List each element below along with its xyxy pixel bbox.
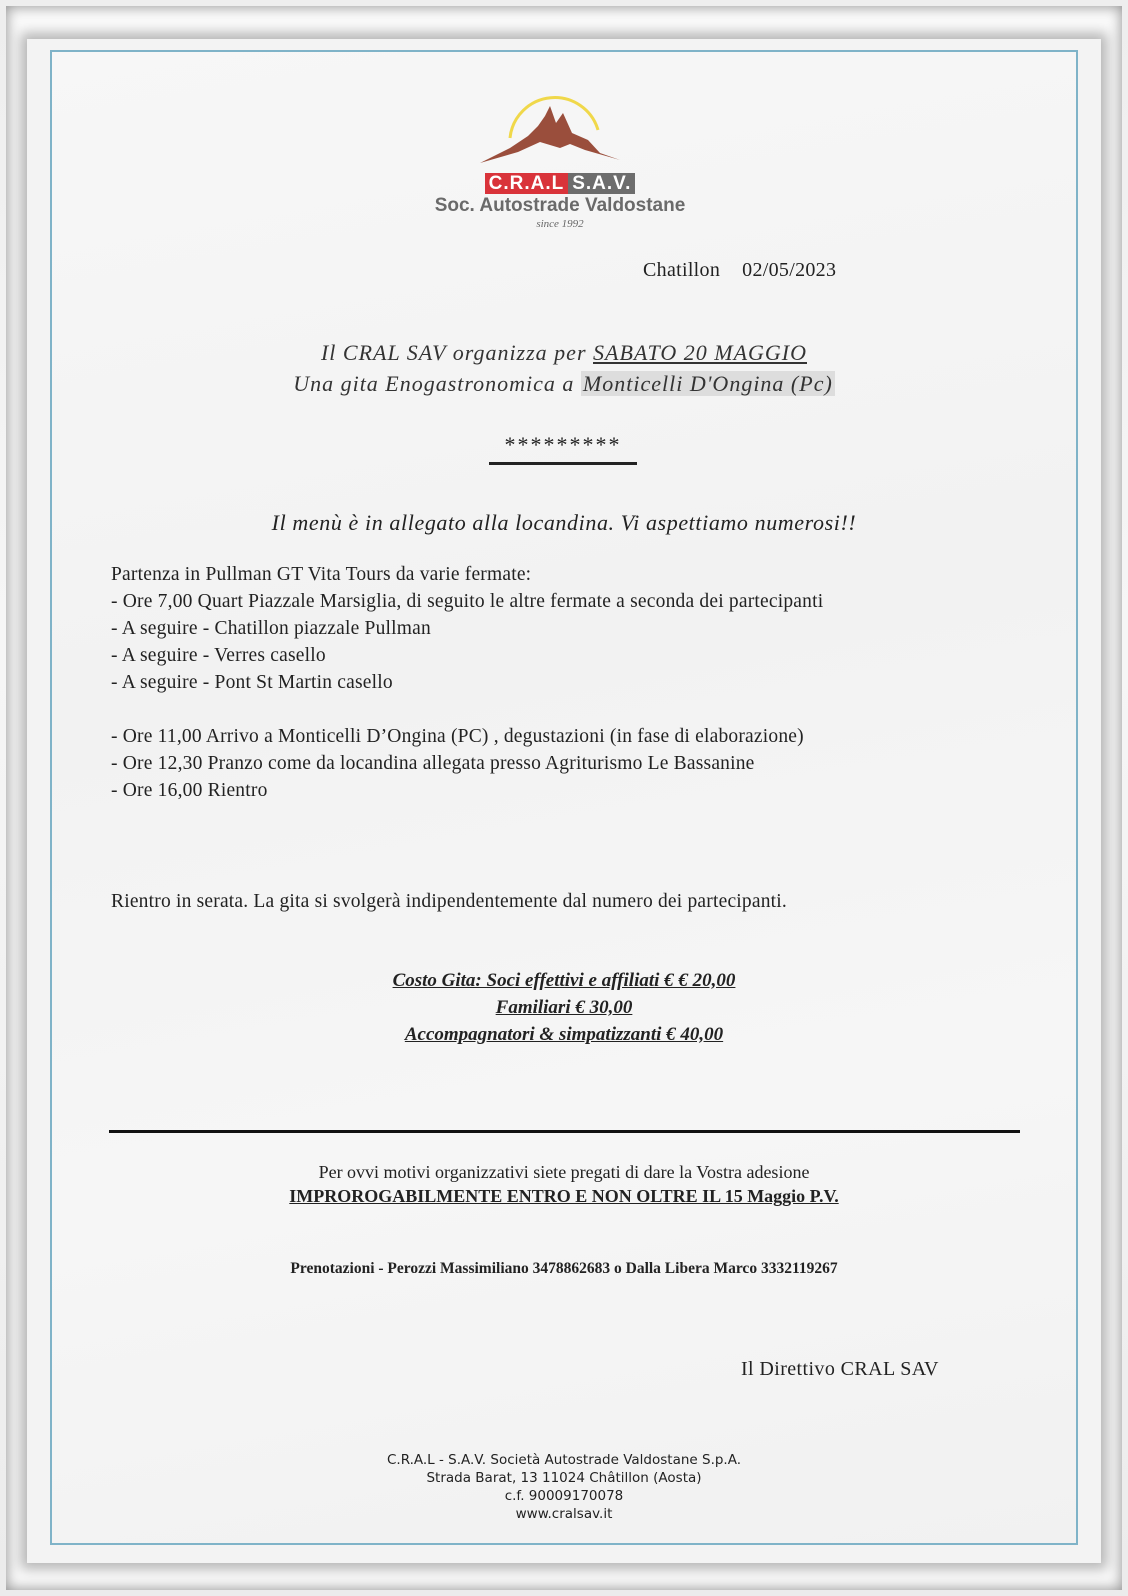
headline-prefix: Il CRAL SAV organizza per — [320, 340, 594, 365]
divider-rule — [109, 1130, 1020, 1133]
schedule-block — [111, 723, 804, 804]
footer-tax-code: c.f. 90009170078 — [504, 1488, 624, 1504]
stop-item: - Ore 7,00 Quart Piazzale Marsiglia, di seguito le altre fermate a seconda dei partecipanti — [111, 591, 824, 612]
schedule-item: - Ore 11,00 Arrivo a Monticelli D’Ongina (PC) , degustazioni (in fase di elaborazione) — [111, 726, 804, 747]
stop-item: - A seguire - Pont St Martin casello — [111, 672, 393, 693]
footer-company: C.R.A.L - S.A.V. Società Autostrade Valdostane S.p.A. — [386, 1452, 742, 1468]
adhesion-deadline: IMPROROGABILMENTE ENTRO E NON OLTRE IL 15 Maggio P.V. — [289, 1186, 839, 1206]
bookings-contacts: Prenotazioni - Perozzi Massimiliano 3478862683 o Dalla Libera Marco 3332119267 — [290, 1260, 838, 1277]
event-date: SABATO 20 MAGGIO — [593, 340, 807, 365]
cost-line-companions: Accompagnatori & simpatizzanti € 40,00 — [404, 1024, 724, 1045]
logo-sav: S.A.V. — [568, 173, 635, 194]
stop-item: - A seguire - Verres casello — [111, 645, 326, 666]
adhesion-line-1: Per ovvi motivi organizzativi siete pregati di dare la Vostra adesione — [318, 1162, 810, 1182]
cost-line-members: Costo Gita: Soci effettivi e affiliati € € 20,00 — [392, 970, 736, 991]
signature: Il Direttivo CRAL SAV — [741, 1358, 939, 1380]
headline-line-2 — [0, 371, 1128, 397]
date-line — [643, 259, 836, 282]
logo-company: Soc. Autostrade Valdostane — [434, 195, 686, 216]
logo-since: since 1992 — [536, 218, 584, 230]
return-note: Rientro in serata. La gita si svolgerà indipendentemente dal numero dei partecipanti. — [111, 891, 787, 912]
departure-block — [111, 561, 823, 696]
logo-cral: C.R.A.L — [485, 173, 569, 194]
date: 02/05/2023 — [742, 259, 837, 281]
city: Chatillon — [643, 259, 721, 281]
schedule-item: - Ore 12,30 Pranzo come da locandina allegata presso Agriturismo Le Bassanine — [111, 753, 755, 774]
departure-title: Partenza in Pullman GT Vita Tours da varie fermate: — [111, 564, 532, 585]
menu-note: Il menù è in allegato alla locandina. Vi aspettiamo numerosi!! — [271, 510, 857, 535]
headline-trip: Una gita Enogastronomica a — [293, 371, 581, 396]
footer-website: www.cralsav.it — [515, 1506, 613, 1522]
schedule-item: - Ore 16,00 Rientro — [111, 780, 268, 801]
event-place: Monticelli D'Ongina (Pc) — [582, 371, 833, 396]
footer-address: Strada Barat, 13 11024 Châtillon (Aosta) — [426, 1470, 702, 1486]
footer — [0, 1451, 1128, 1523]
cral-sav-logo — [410, 78, 710, 238]
separator: ********* — [489, 432, 637, 465]
logo-acronym — [410, 173, 710, 195]
headline-line-1 — [0, 340, 1128, 366]
cost-line-family: Familiari € 30,00 — [495, 997, 633, 1018]
mountain-sun-icon — [410, 78, 710, 173]
stop-item: - A seguire - Chatillon piazzale Pullman — [111, 618, 431, 639]
